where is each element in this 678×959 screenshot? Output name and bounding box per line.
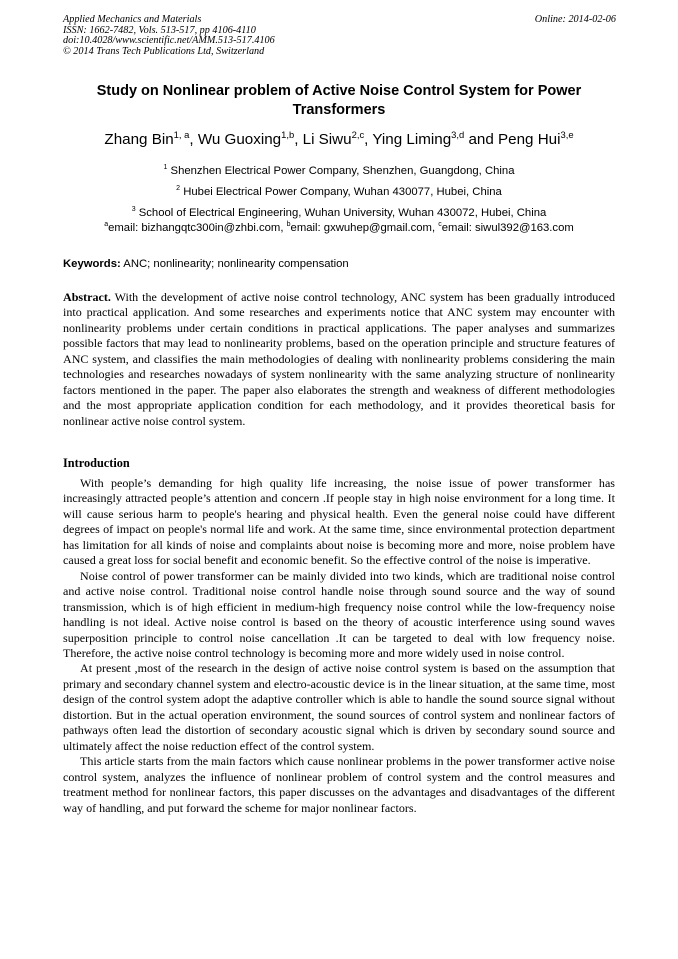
author-name: Zhang Bin (104, 131, 174, 148)
author-sup: 2,c (351, 128, 365, 140)
journal-header (63, 15, 275, 57)
author-sup: 3,e (560, 128, 574, 140)
email-text: email: siwul392@163.com (441, 222, 574, 234)
affiliation-sup: 2 (176, 185, 181, 193)
author-separator: , (294, 131, 303, 148)
paper-title (40, 82, 638, 120)
email-sup: c (438, 221, 442, 229)
author-sup: 3,d (451, 128, 465, 140)
intro-paragraph: This article starts from the main factors which cause nonlinear problems in the power transformer active noise control system, analyzes the influence of nonlinear problem of control system and the control measures and treatment method for nonlinear factors, this paper discusses on the advantages and disadvantages of the different way of handling, and put forward the scheme for major nonlinear factors. (63, 754, 615, 815)
abstract-paragraph (63, 290, 615, 429)
affiliation-text: Hubei Electrical Power Company, Wuhan 430077, Hubei, China (183, 186, 502, 198)
intro-paragraph: Noise control of power transformer can be mainly divided into two kinds, which are traditional noise control and active noise control. Traditional noise control handle noise through sound source and the way of sound transmission, which is of high efficient in medium-high frequency noise control while the low-frequency noise handling is not ideal. Active noise control is based on the theory of acoustic interference using sound waves superposition principle to control noise cancellation .It can be targeted to deal with low frequency noise. Therefore, the active noise control technology is becoming more and more widely used in noise control. (63, 568, 615, 660)
keywords-label: Keywords: (63, 258, 121, 270)
email-sup: a (104, 221, 109, 229)
affiliation-text: School of Electrical Engineering, Wuhan University, Wuhan 430072, Hubei, China (138, 207, 547, 219)
author-list (40, 128, 638, 149)
author-separator: , (189, 131, 198, 148)
keywords (63, 258, 349, 271)
abstract-label: Abstract. (63, 290, 111, 304)
keywords-text: ANC; nonlinearity; nonlinearity compensation (120, 258, 349, 270)
author-name: Peng Hui (498, 131, 561, 148)
introduction-body (63, 476, 615, 816)
abstract (63, 290, 615, 429)
issn-line: ISSN: 1662-7482, Vols. 513-517, pp 4106-4110 (63, 24, 256, 36)
doi-line: doi:10.4028/www.scientific.net/AMM.513-517.4106 (63, 35, 275, 47)
email-text: email: gxwuhep@gmail.com, (290, 222, 439, 234)
section-heading-introduction: Introduction (63, 456, 130, 470)
intro-paragraph: With people’s demanding for high quality life increasing, the noise issue of power transformer has increasingly attracted people’s attention and concern .If people stay in high noise environment for a long time. It will cause serious harm to people's hearing and physical health. Even the general noise could have different degrees of impact on people's normal life and work. At the same time, since environmental protection department has limitation for all kinds of noise and complaints about noise is becoming more and more, noise problem have caused a great loss for social benefit and economic benefit. So the effective control of the noise is imperative. (63, 476, 615, 568)
journal-name: Applied Mechanics and Materials (63, 14, 202, 25)
author-separator: , (364, 131, 373, 148)
author-name: Ying Liming (372, 131, 452, 148)
email-line (40, 222, 638, 235)
affiliation-1 (40, 165, 638, 178)
author-name: Wu Guoxing (197, 131, 282, 148)
author-separator: and (464, 131, 498, 148)
copyright-line: © 2014 Trans Tech Publications Ltd, Switzerland (63, 45, 265, 57)
affiliation-sup: 1 (163, 164, 168, 172)
author-name: Li Siwu (302, 131, 352, 148)
online-date: Online: 2014-02-06 (534, 14, 616, 25)
affiliation-3 (40, 207, 638, 220)
title-line-1: Study on Nonlinear problem of Active Noise Control System for Power (96, 83, 582, 99)
intro-paragraph: At present ,most of the research in the design of active noise control system is based on the assumption that primary and secondary channel system and electro-acoustic device is in the linear situation, at the same time, most design of the control system adopt the adaptive controller which is able to handle the sound source signal without distortion. But in the actual operation environment, the sound sources of control system and nonlinear factors of pathways often lead the distortion of secondary acoustic signal which is driven by secondary sound source and ultimately affect the noise reduction effect of the control system. (63, 661, 615, 753)
affiliation-text: Shenzhen Electrical Power Company, Shenzhen, Guangdong, China (170, 165, 515, 177)
affiliation-sup: 3 (131, 206, 136, 214)
affiliation-2 (40, 186, 638, 199)
email-text: email: bizhangqtc300in@zhbi.com, (108, 222, 287, 234)
author-sup: 1,b (281, 128, 295, 140)
abstract-text: With the development of active noise control technology, ANC system has been gradually introduced into practical application. And some researches and experiments notice that ANC system may encounter with nonlinearity problems under certain conditions in practical applications. The paper analyses and summarizes possible factors that may lead to nonlinearity problems, based on the operation principle and structure features of ANC system, and classifies the main methodologies of dealing with nonlinearity problems considering the main technologies and researches nowadays of system nonlinearity with the same analyzing structure of nonlinearity factors mentioned in the paper. The paper also elaborates the strength and weakness of different methodologies and the most appropriate application condition for each methodology, and it provides theoretical basis for nonlinear active noise control system. (63, 290, 615, 428)
email-sup: b (286, 221, 291, 229)
author-sup: 1, a (173, 128, 190, 140)
title-line-2: Transformers (292, 102, 386, 118)
